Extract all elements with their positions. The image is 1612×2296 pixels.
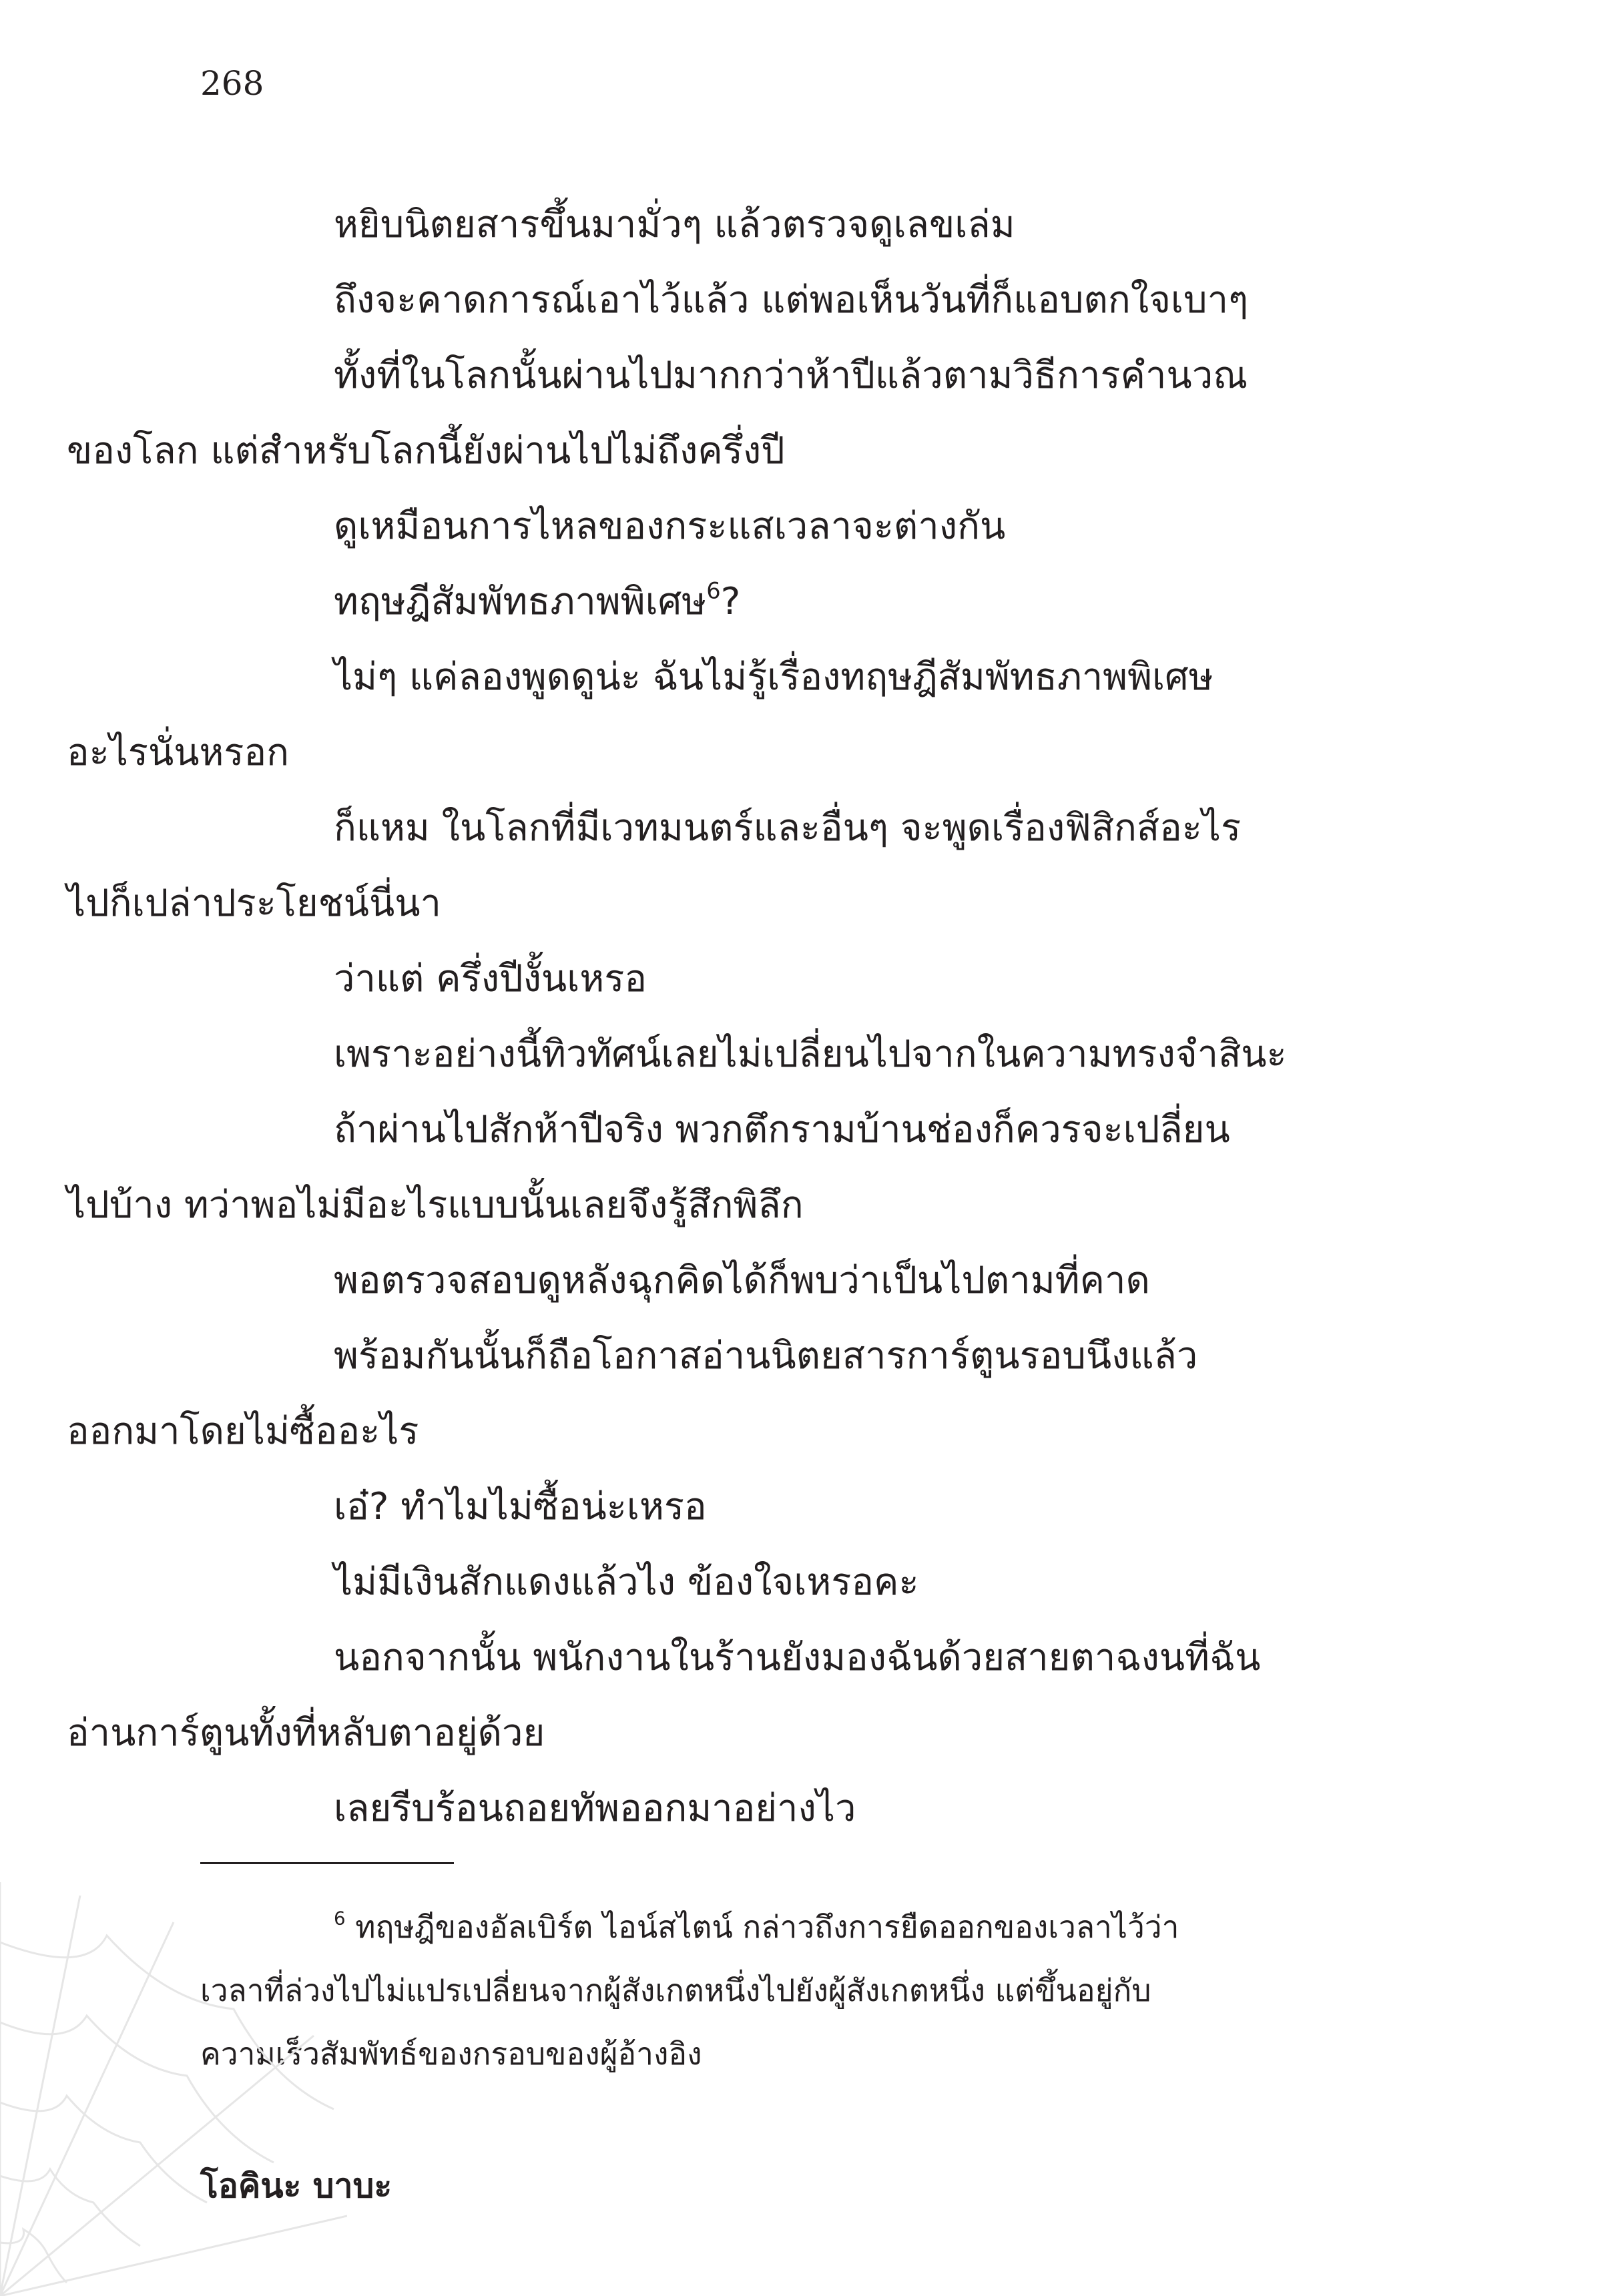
footnote-line (200, 1896, 1402, 1959)
footnote-line: ความเร็วสัมพัทธ์ของกรอบของผู้อ้างอิง (200, 2036, 702, 2072)
body-text (67, 187, 1402, 1846)
footnote-number: 6 (334, 1907, 346, 1930)
footnote-line: เวลาที่ล่วงไปไม่แปรเปลี่ยนจากผู้สังเกตหนึ่งไปยังผู้สังเกตหนึ่ง แต่ขึ้นอยู่กับ (200, 1972, 1151, 2008)
text-line (200, 564, 1402, 639)
text-line: ดูเหมือนการไหลของกระแสเวลาจะต่างกัน (334, 505, 1006, 548)
paragraph (200, 489, 1402, 564)
paragraph (67, 1318, 1402, 1469)
paragraph (200, 1544, 1402, 1620)
text-segment: ? (720, 580, 741, 623)
book-author-footer: โอคินะ บาบะ (200, 2167, 392, 2205)
paragraph (67, 338, 1402, 489)
paragraph (200, 1469, 1402, 1544)
text-line: หยิบนิตยสารขึ้นมามั่วๆ แล้วตรวจดูเลขเล่ม (334, 203, 1015, 246)
text-line: ถ้าผ่านไปสักห้าปีจริง พวกตึกรามบ้านช่องก็ควรจะเปลี่ยน (334, 1108, 1230, 1151)
text-line: พร้อมกันนั้นก็ถือโอกาสอ่านนิตยสารการ์ตูนรอบนึงแล้ว (334, 1334, 1198, 1378)
text-line: ของโลก แต่สำหรับโลกนี้ยังผ่านไปไม่ถึงครึ่งปี (67, 429, 785, 473)
footnotes (200, 1896, 1402, 2086)
text-line: ก็แหม ในโลกที่มีเวทมนตร์และอื่นๆ จะพูดเรื่องฟิสิกส์อะไร (334, 806, 1242, 850)
paragraph (200, 941, 1402, 1017)
text-line: นอกจากนั้น พนักงานในร้านยังมองฉันด้วยสายตาฉงนที่ฉัน (334, 1636, 1261, 1679)
text-line: ไปบ้าง ทว่าพอไม่มีอะไรแบบนั้นเลยจึงรู้สึกพิลึก (67, 1183, 804, 1227)
paragraph (67, 1092, 1402, 1243)
text-segment: ทฤษฎีสัมพัทธภาพพิเศษ (334, 580, 707, 623)
footnote (200, 1896, 1402, 2086)
text-line: อะไรนั่นหรอก (67, 731, 290, 774)
spider-web-icon (0, 1882, 347, 2296)
paragraph (200, 1771, 1402, 1846)
paragraph (200, 1243, 1402, 1318)
footnote-reference: 6 (706, 577, 721, 604)
footnote-divider (200, 1862, 454, 1864)
paragraph (200, 564, 1402, 639)
text-line: ออกมาโดยไม่ซื้ออะไร (67, 1410, 419, 1453)
text-line: ทั้งที่ในโลกนั้นผ่านไปมากกว่าห้าปีแล้วตามวิธีการคำนวณ (334, 354, 1248, 397)
text-line: ไม่มีเงินสักแดงแล้วไง ข้องใจเหรอคะ (334, 1560, 919, 1604)
paragraph (200, 262, 1402, 338)
paragraph (67, 639, 1402, 790)
text-line: อ่านการ์ตูนทั้งที่หลับตาอยู่ด้วย (67, 1711, 545, 1755)
text-line: ถึงจะคาดการณ์เอาไว้แล้ว แต่พอเห็นวันที่ก็แอบตกใจเบาๆ (334, 278, 1249, 322)
text-line: ไม่ๆ แค่ลองพูดดูน่ะ ฉันไม่รู้เรื่องทฤษฎีสัมพัทธภาพพิเศษ (334, 655, 1214, 699)
paragraph (200, 187, 1402, 262)
page-number: 268 (200, 64, 264, 103)
text-line: เพราะอย่างนี้ทิวทัศน์เลยไม่เปลี่ยนไปจากในความทรงจำสินะ (334, 1033, 1287, 1076)
footnote-text: ทฤษฎีของอัลเบิร์ต ไอน์สไตน์ กล่าวถึงการยืดออกของเวลาไว้ว่า (355, 1909, 1179, 1945)
text-line: ว่าแต่ ครึ่งปีงั้นเหรอ (334, 957, 647, 1000)
paragraph (67, 1620, 1402, 1771)
paragraph (200, 1017, 1402, 1092)
text-line: ไปก็เปล่าประโยชน์นี่นา (67, 882, 441, 925)
paragraph (67, 790, 1402, 941)
text-line: พอตรวจสอบดูหลังฉุกคิดได้ก็พบว่าเป็นไปตามที่คาด (334, 1259, 1150, 1302)
text-line: เลยรีบร้อนถอยทัพออกมาอย่างไว (334, 1787, 856, 1830)
text-line: เอ๋? ทำไมไม่ซื้อน่ะเหรอ (334, 1485, 707, 1528)
